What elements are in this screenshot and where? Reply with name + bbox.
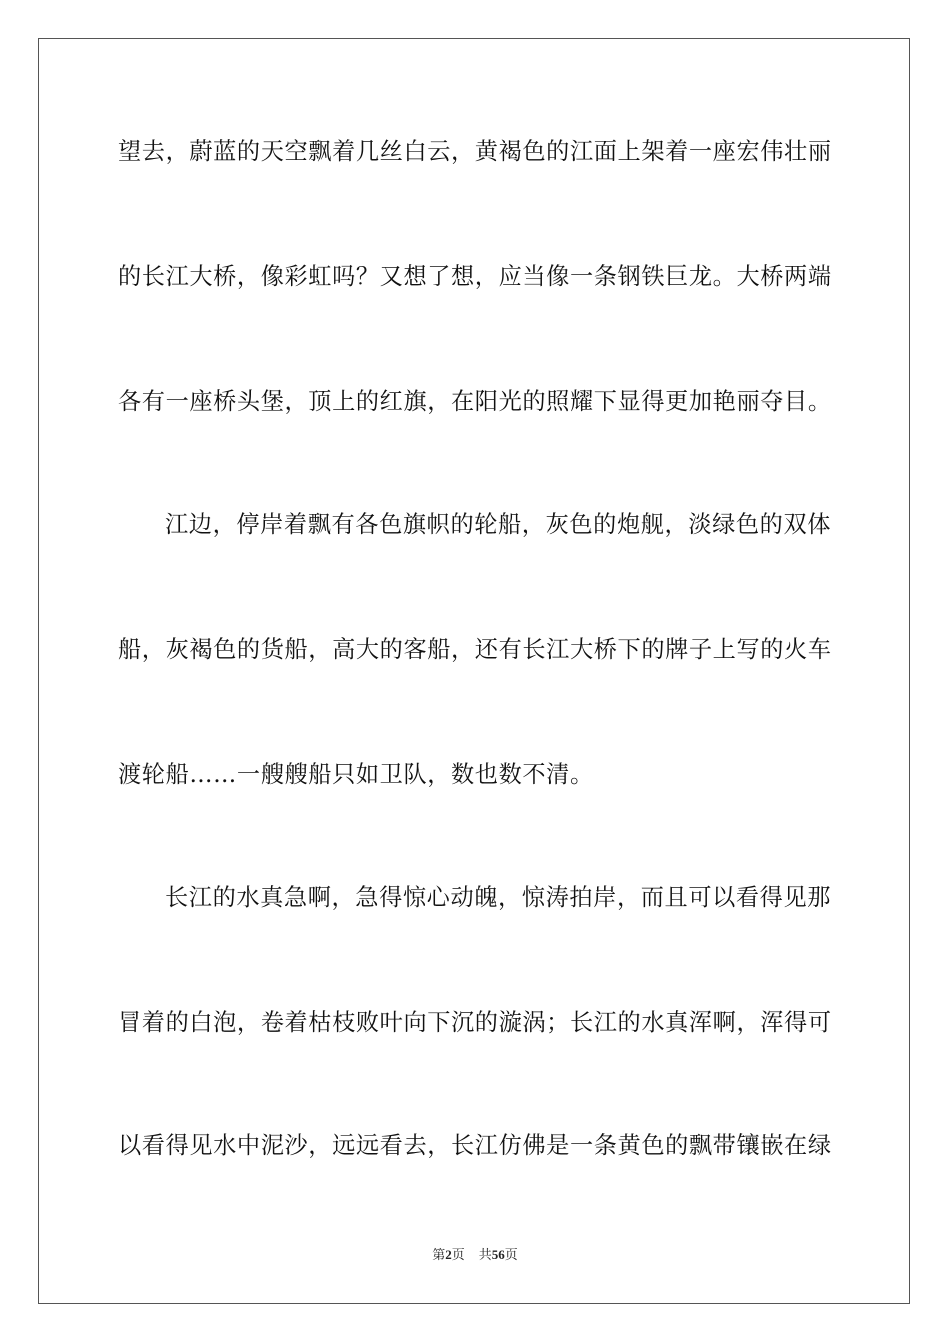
body-line-2: 的长江大桥，像彩虹吗？又想了想，应当像一条钢铁巨龙。大桥两端 bbox=[118, 263, 832, 290]
page-suffix: 页 bbox=[451, 1248, 465, 1263]
page-border bbox=[38, 38, 910, 1304]
body-line-4: 江边，停岸着飘有各色旗帜的轮船，灰色的炮舰，淡绿色的双体 bbox=[165, 511, 832, 538]
body-line-3: 各有一座桥头堡，顶上的红旗，在阳光的照耀下显得更加艳丽夺目。 bbox=[118, 388, 832, 415]
page-footer bbox=[0, 1246, 950, 1265]
body-line-9: 以看得见水中泥沙，远远看去，长江仿佛是一条黄色的飘带镶嵌在绿 bbox=[118, 1132, 832, 1159]
body-line-6: 渡轮船……一艘艘船只如卫队，数也数不清。 bbox=[118, 761, 594, 788]
total-suffix: 页 bbox=[504, 1248, 518, 1263]
page-number: 2 bbox=[445, 1247, 452, 1262]
page-prefix: 第 bbox=[432, 1248, 446, 1263]
total-prefix: 共 bbox=[478, 1248, 492, 1263]
body-line-7: 长江的水真急啊，急得惊心动魄，惊涛拍岸，而且可以看得见那 bbox=[165, 884, 832, 911]
body-line-1: 望去，蔚蓝的天空飘着几丝白云，黄褐色的江面上架着一座宏伟壮丽 bbox=[118, 138, 832, 165]
body-line-5: 船，灰褐色的货船，高大的客船，还有长江大桥下的牌子上写的火车 bbox=[118, 636, 832, 663]
total-pages: 56 bbox=[491, 1247, 505, 1262]
body-line-8: 冒着的白泡，卷着枯枝败叶向下沉的漩涡；长江的水真浑啊，浑得可 bbox=[118, 1009, 832, 1036]
